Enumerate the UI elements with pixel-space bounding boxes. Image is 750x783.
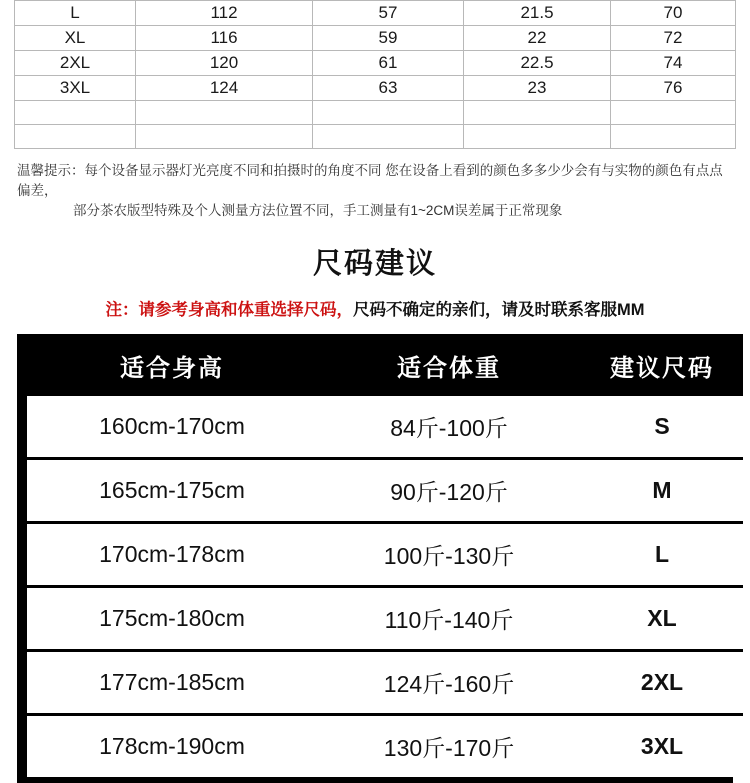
table-cell-size: L [15, 1, 136, 26]
table-cell: 22 [464, 26, 611, 51]
table-cell: 72 [611, 26, 736, 51]
table-cell: 120 [136, 51, 313, 76]
table-cell [464, 101, 611, 125]
table-row [27, 651, 743, 715]
table-row [27, 587, 743, 651]
column-header-size: 建议尺码 [581, 334, 743, 396]
table-cell [313, 125, 464, 149]
table-cell: 124 [136, 76, 313, 101]
cell-size: L [581, 523, 743, 587]
cell-height: 165cm-175cm [27, 459, 317, 523]
size-chart-wrapper [17, 334, 733, 783]
table-cell [313, 101, 464, 125]
column-header-weight: 适合体重 [317, 334, 581, 396]
cell-weight: 110斤-140斤 [317, 587, 581, 651]
table-cell: 23 [464, 76, 611, 101]
table-row-empty [15, 101, 736, 125]
table-cell-size: 2XL [15, 51, 136, 76]
suggest-note-black: 尺码不确定的亲们，请及时联系客服MM [353, 301, 645, 319]
table-cell: 63 [313, 76, 464, 101]
column-header-height: 适合身高 [27, 334, 317, 396]
cell-size: 2XL [581, 651, 743, 715]
table-row [15, 76, 736, 101]
table-cell: 112 [136, 1, 313, 26]
cell-weight: 124斤-160斤 [317, 651, 581, 715]
cell-weight: 90斤-120斤 [317, 459, 581, 523]
cell-height: 160cm-170cm [27, 396, 317, 459]
table-cell: 76 [611, 76, 736, 101]
table-cell-size: XL [15, 26, 136, 51]
table-cell: 21.5 [464, 1, 611, 26]
table-cell [15, 125, 136, 149]
cell-weight: 84斤-100斤 [317, 396, 581, 459]
table-row [15, 1, 736, 26]
suggest-note-red: 注：请参考身高和体重选择尺码， [105, 301, 353, 319]
table-row [27, 459, 743, 523]
cell-weight: 130斤-170斤 [317, 715, 581, 778]
cell-height: 170cm-178cm [27, 523, 317, 587]
table-cell: 61 [313, 51, 464, 76]
size-chart-table [27, 334, 743, 777]
cell-size: 3XL [581, 715, 743, 778]
table-row [27, 396, 743, 459]
table-cell [136, 101, 313, 125]
measurement-table [14, 0, 736, 149]
cell-weight: 100斤-130斤 [317, 523, 581, 587]
table-cell [464, 125, 611, 149]
cell-height: 175cm-180cm [27, 587, 317, 651]
table-cell [15, 101, 136, 125]
table-row [27, 523, 743, 587]
notice-line-1: 温馨提示：每个设备显示器灯光亮度不同和拍摄时的角度不同 您在设备上看到的颜色多多少少会有与实物的颜色有点点偏差， [17, 163, 723, 198]
cell-size: S [581, 396, 743, 459]
table-cell: 57 [313, 1, 464, 26]
size-chart-header-row [27, 334, 743, 396]
table-cell [611, 125, 736, 149]
cell-height: 177cm-185cm [27, 651, 317, 715]
cell-size: M [581, 459, 743, 523]
suggest-note [0, 296, 750, 320]
table-cell: 59 [313, 26, 464, 51]
notice-line-2: 部分茶农版型特殊及个人测量方法位置不同，手工测量有1~2CM误差属于正常现象 [73, 203, 563, 218]
table-cell [136, 125, 313, 149]
table-row-empty [15, 125, 736, 149]
table-cell-size: 3XL [15, 76, 136, 101]
page-title: 尺码建议 [312, 248, 437, 280]
cell-size: XL [581, 587, 743, 651]
table-cell [611, 101, 736, 125]
table-row [27, 715, 743, 778]
table-row [15, 26, 736, 51]
table-cell: 22.5 [464, 51, 611, 76]
notice-block [17, 161, 733, 221]
table-row [15, 51, 736, 76]
cell-height: 178cm-190cm [27, 715, 317, 778]
table-cell: 116 [136, 26, 313, 51]
table-cell: 74 [611, 51, 736, 76]
table-cell: 70 [611, 1, 736, 26]
